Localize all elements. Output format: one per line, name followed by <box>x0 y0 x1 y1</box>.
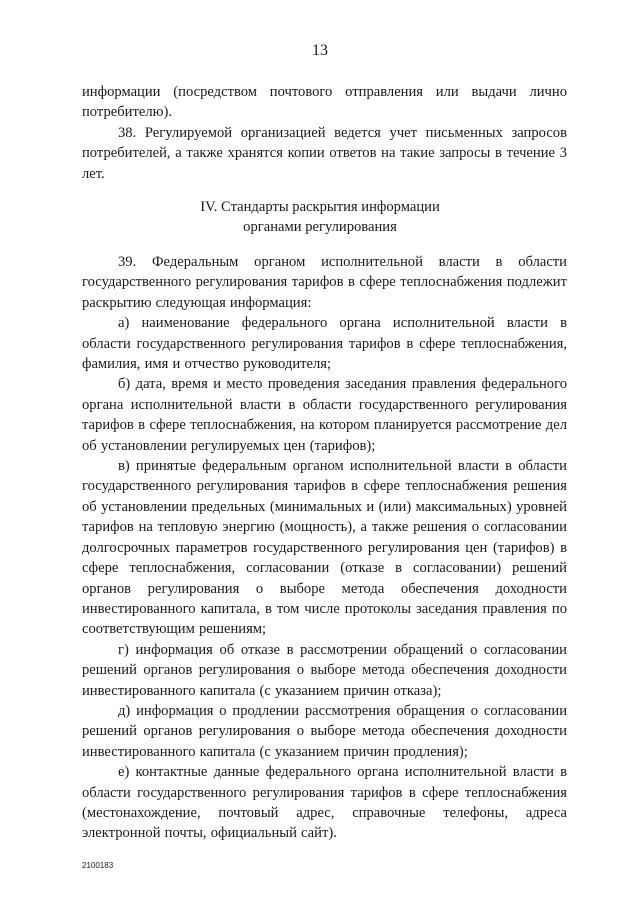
paragraph-continuation: информации (посредством почтового отправления или выдачи лично потребителю). <box>82 84 567 121</box>
paragraph-39-v: в) принятые федеральным органом исполнительной власти в области государственного регулирования тарифов в сфере теплоснабжения решения об установлении предельных (минимальных и (или) максимальных) уровней тарифов на тепловую энергию (мощность), а также решения о согласовании долгосрочных параметров государственного регулирования цен (тарифов) в сфере теплоснабжения, согласовании (отказе в согласовании) решений органов регулирования о выборе метода обеспечения доходности инвестированного капитала, в том числе протоколы заседания правления по соответствующим решениям; <box>82 458 567 638</box>
page-number: 13 <box>312 42 328 59</box>
paragraph-39: 39. Федеральным органом исполнительной власти в области государственного регулирования тарифов в сфере теплоснабжения подлежит раскрытию следующая информация: <box>82 254 567 311</box>
paragraph-39-e: е) контактные данные федерального органа исполнительной власти в области государственного регулирования тарифов в сфере теплоснабжения (местонахождение, почтовый адрес, справочные телефоны, адреса электронной почты, официальный сайт). <box>82 764 567 842</box>
paragraph-39-b: б) дата, время и место проведения заседания правления федерального органа исполнительной власти в области государственного регулирования тарифов в сфере теплоснабжения, на котором планируется рассмотрение дел об установлении регулируемых цен (тарифов); <box>82 376 567 454</box>
body-text-block <box>82 252 567 844</box>
section-heading <box>0 197 640 238</box>
top-text-block <box>82 82 567 184</box>
document-code: 2100183 <box>82 861 114 870</box>
section-heading-line1: IV. Стандарты раскрытия информации <box>200 199 440 215</box>
section-heading-line2: органами регулирования <box>243 219 397 236</box>
paragraph-39-a: а) наименование федерального органа исполнительной власти в области государственного регулирования тарифов в сфере теплоснабжения, фамилия, имя и отчество руководителя; <box>82 315 567 373</box>
paragraph-38: 38. Регулируемой организацией ведется учет письменных запросов потребителей, а также хранятся копии ответов на такие запросы в течение 3 лет. <box>82 124 567 182</box>
paragraph-39-d: д) информация о продлении рассмотрения обращения о согласовании решений органов регулирования о выборе метода обеспечения доходности инвестированного капитала (с указанием причин продления); <box>82 702 567 760</box>
paragraph-39-g: г) информация об отказе в рассмотрении обращений о согласовании решений органов регулирования о выборе метода обеспечения доходности инвестированного капитала (с указанием причин отказа); <box>82 641 567 699</box>
